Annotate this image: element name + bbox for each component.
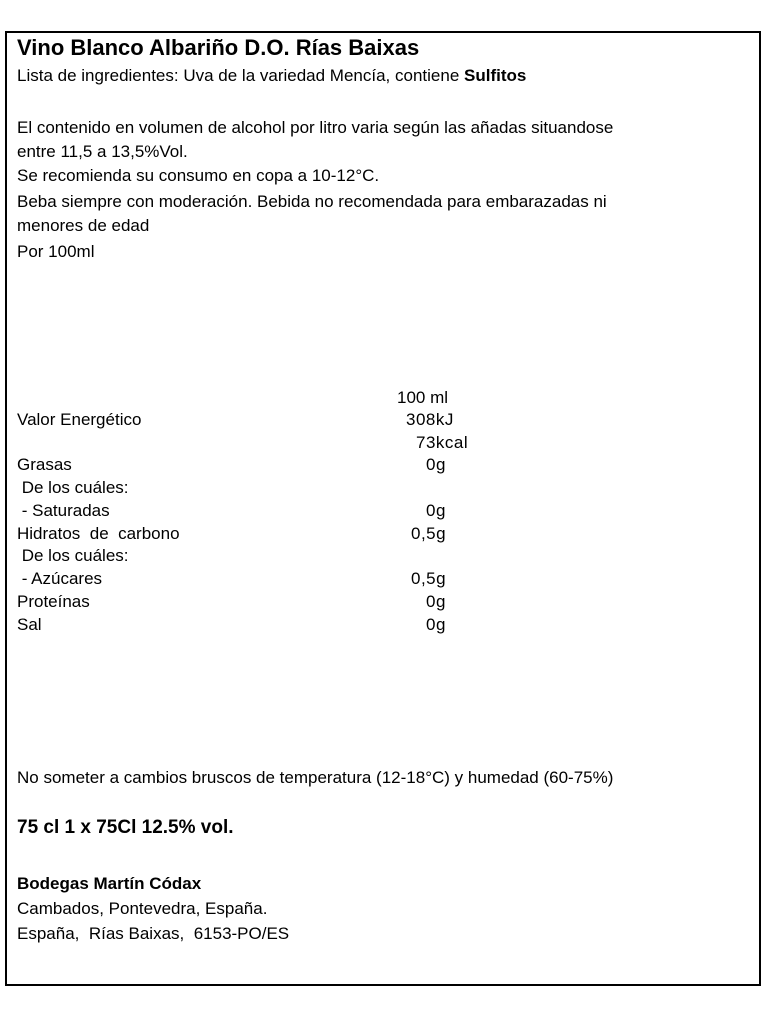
nutrient-label: Proteínas <box>17 592 90 611</box>
nutrient-value: 0,5g <box>411 524 447 543</box>
producer-region: España, Rías Baixas, 6153-PO/ES <box>17 924 290 943</box>
ingredients-line <box>17 66 526 86</box>
warning-line1: Beba siempre con moderación. Bebida no recomendada para embarazadas ni <box>17 192 607 211</box>
nutrient-value: 0g <box>426 501 446 520</box>
producer-address: Cambados, Pontevedra, España. <box>17 899 268 918</box>
energy-kcal-value: 73kcal <box>416 433 469 452</box>
storage-note: No someter a cambios bruscos de temperatura (12-18°C) y humedad (60-75%) <box>17 768 614 787</box>
nutrient-value: 0g <box>426 455 446 474</box>
nutrient-sublabel: De los cuáles: <box>17 478 129 497</box>
nutrient-label: - Saturadas <box>17 501 110 520</box>
nutrient-value: 0,5g <box>411 569 447 588</box>
nutrient-label: - Azúcares <box>17 569 103 588</box>
per-100ml: Por 100ml <box>17 242 95 261</box>
allergen-text: Sulfitos <box>464 66 527 85</box>
serving-note: Se recomienda su consumo en copa a 10-12°C. <box>17 166 380 185</box>
nutrition-column-header: 100 ml <box>397 388 449 407</box>
nutrient-label: Grasas <box>17 455 72 474</box>
alcohol-note-line2: entre 11,5 a 13,5%Vol. <box>17 142 188 161</box>
energy-label: Valor Energético <box>17 410 142 429</box>
alcohol-note-line1: El contenido en volumen de alcohol por litro varia según las añadas situandose <box>17 118 614 137</box>
producer-name: Bodegas Martín Códax <box>17 874 202 893</box>
nutrient-label: Sal <box>17 615 42 634</box>
nutrient-value: 0g <box>426 592 446 611</box>
warning-line2: menores de edad <box>17 216 150 235</box>
ingredients-text: Lista de ingredientes: Uva de la variedad Mencía, contiene <box>17 66 464 85</box>
nutrient-value: 0g <box>426 615 446 634</box>
energy-kj-value: 308kJ <box>406 410 454 429</box>
nutrient-label: Hidratos de carbono <box>17 524 180 543</box>
volume-line: 75 cl 1 x 75Cl 12.5% vol. <box>17 817 234 838</box>
product-title: Vino Blanco Albariño D.O. Rías Baixas <box>17 35 420 60</box>
nutrient-sublabel: De los cuáles: <box>17 546 129 565</box>
